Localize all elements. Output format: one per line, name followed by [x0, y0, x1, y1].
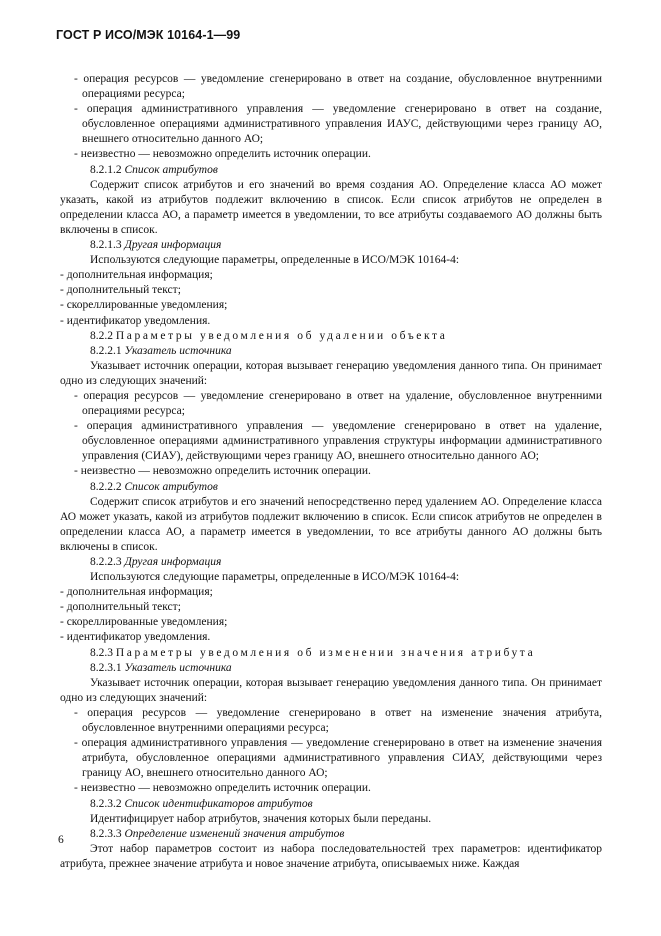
paragraph: Указывает источник операции, которая вызывает генерацию уведомления данного типа. Он принимает одно из следующих значений:: [60, 359, 602, 387]
list-item: - операция ресурсов — уведомление сгенерировано в ответ на создание, обусловленное внутренними операциями ресурса;: [74, 73, 602, 101]
section-number: 8.2.3: [90, 646, 113, 659]
list-item: - идентификатор уведомления.: [60, 314, 211, 327]
paragraph: Указывает источник операции, которая вызывает генерацию уведомления данного типа. Он принимает одно из следующих значений:: [60, 676, 602, 704]
list-item: - неизвестно — невозможно определить источник операции.: [74, 465, 371, 478]
paragraph: Этот набор параметров состоит из набора последовательностей трех параметров: идентификатор атрибута, прежнее значение атрибута и новое значение атрибута, описываемых ниже. Каждая: [60, 842, 602, 870]
section-title: Указатель источника: [124, 661, 232, 674]
subsection-heading: [90, 827, 602, 842]
section-number: 8.2.2.3: [90, 556, 122, 568]
list-item: - скореллированные уведомления;: [60, 616, 228, 629]
section-number: 8.2.3.3: [90, 827, 122, 840]
section-number: 8.2.3.2: [90, 797, 122, 810]
subsection-heading: [90, 480, 602, 495]
paragraph: Используются следующие параметры, определенные в ИСО/МЭК 10164-4:: [90, 571, 460, 584]
list-item: - идентификатор уведомления.: [60, 631, 211, 644]
section-heading: [90, 646, 602, 661]
list-item: - операция административного управления — уведомление сгенерировано в ответ на создание, обусловленное операциями административного управления ИАУС, действующими через границу АО, внешнего относительно данного АО;: [74, 103, 602, 146]
list-item: - операция ресурсов — уведомление сгенерировано в ответ на изменение значения атрибута, обусловленное внутренними операциями ресурса;: [74, 706, 602, 735]
document-body: [60, 72, 602, 872]
section-title: Параметры уведомления об удалении объекта: [115, 329, 448, 342]
list-item: - операция административного управления — уведомление сгенерировано в ответ на удаление, обусловленное операциями административного управления структуры информации административного управления (СИАУ), действующими через границу АО, внешнего относительно данного АО;: [74, 420, 602, 463]
section-title: Список атрибутов: [124, 163, 218, 176]
section-number: 8.2.3.1: [90, 661, 122, 674]
subsection-heading: [90, 163, 602, 178]
subsection-heading: [90, 555, 602, 570]
paragraph: Содержит список атрибутов и его значений во время создания АО. Определение класса АО может указать, какой из атрибутов подлежит включению в список. Если список атрибутов не определен в определении класса АО, а параметр имеется в уведомлении, то все атрибуты создаваемого АО должны быть включены в список.: [60, 178, 602, 236]
list-item: - операция административного управления — уведомление сгенерировано в ответ на изменение значения атрибута, обусловленное операциями административного управления СИАУ, действующими через границу АО, внешнего относительно данного АО;: [74, 737, 602, 780]
section-number: 8.2.1.3: [90, 239, 122, 252]
list-item: - дополнительная информация;: [60, 269, 213, 282]
section-number: 8.2.1.2: [90, 163, 122, 176]
paragraph: Идентифицирует набор атрибутов, значения которых были переданы.: [90, 812, 432, 825]
section-title: Список атрибутов: [124, 480, 218, 493]
section-heading: [90, 329, 602, 344]
subsection-heading: [90, 797, 602, 812]
subsection-heading: [90, 344, 602, 359]
section-number: 8.2.2: [90, 329, 113, 342]
list-item: - дополнительный текст;: [60, 284, 181, 297]
subsection-heading: [90, 238, 602, 253]
list-item: - дополнительный текст;: [60, 601, 181, 614]
list-item: - неизвестно — невозможно определить источник операции.: [74, 148, 371, 161]
document-header: ГОСТ Р ИСО/МЭК 10164-1—99: [56, 28, 241, 42]
list-item: - дополнительная информация;: [60, 586, 213, 599]
section-title: Параметры уведомления об изменении значения атрибута: [115, 646, 536, 659]
list-item: - операция ресурсов — уведомление сгенерировано в ответ на удаление, обусловленное внутренними операциями ресурса;: [74, 389, 602, 418]
subsection-heading: [90, 661, 602, 676]
section-title: Определение изменений значения атрибутов: [124, 827, 345, 840]
section-title: Указатель источника: [124, 344, 232, 357]
section-title: Другая информация: [124, 239, 222, 252]
section-title: Список идентификаторов атрибутов: [124, 797, 313, 810]
section-title: Другая информация: [124, 556, 222, 568]
list-item: - неизвестно — невозможно определить источник операции.: [74, 782, 371, 795]
page-number: 6: [58, 834, 64, 846]
paragraph: Используются следующие параметры, определенные в ИСО/МЭК 10164-4:: [90, 254, 460, 267]
section-number: 8.2.2.2: [90, 480, 122, 493]
paragraph: Содержит список атрибутов и его значений непосредственно перед удалением АО. Определение класса АО может указать, какой из атрибутов подлежит включению в список. Если список атрибутов не определен в определении класса АО, а параметр имеется в уведомлении, то все атрибуты данного АО должны быть включены в список.: [60, 495, 602, 553]
section-number: 8.2.2.1: [90, 344, 122, 357]
list-item: - скореллированные уведомления;: [60, 299, 228, 312]
